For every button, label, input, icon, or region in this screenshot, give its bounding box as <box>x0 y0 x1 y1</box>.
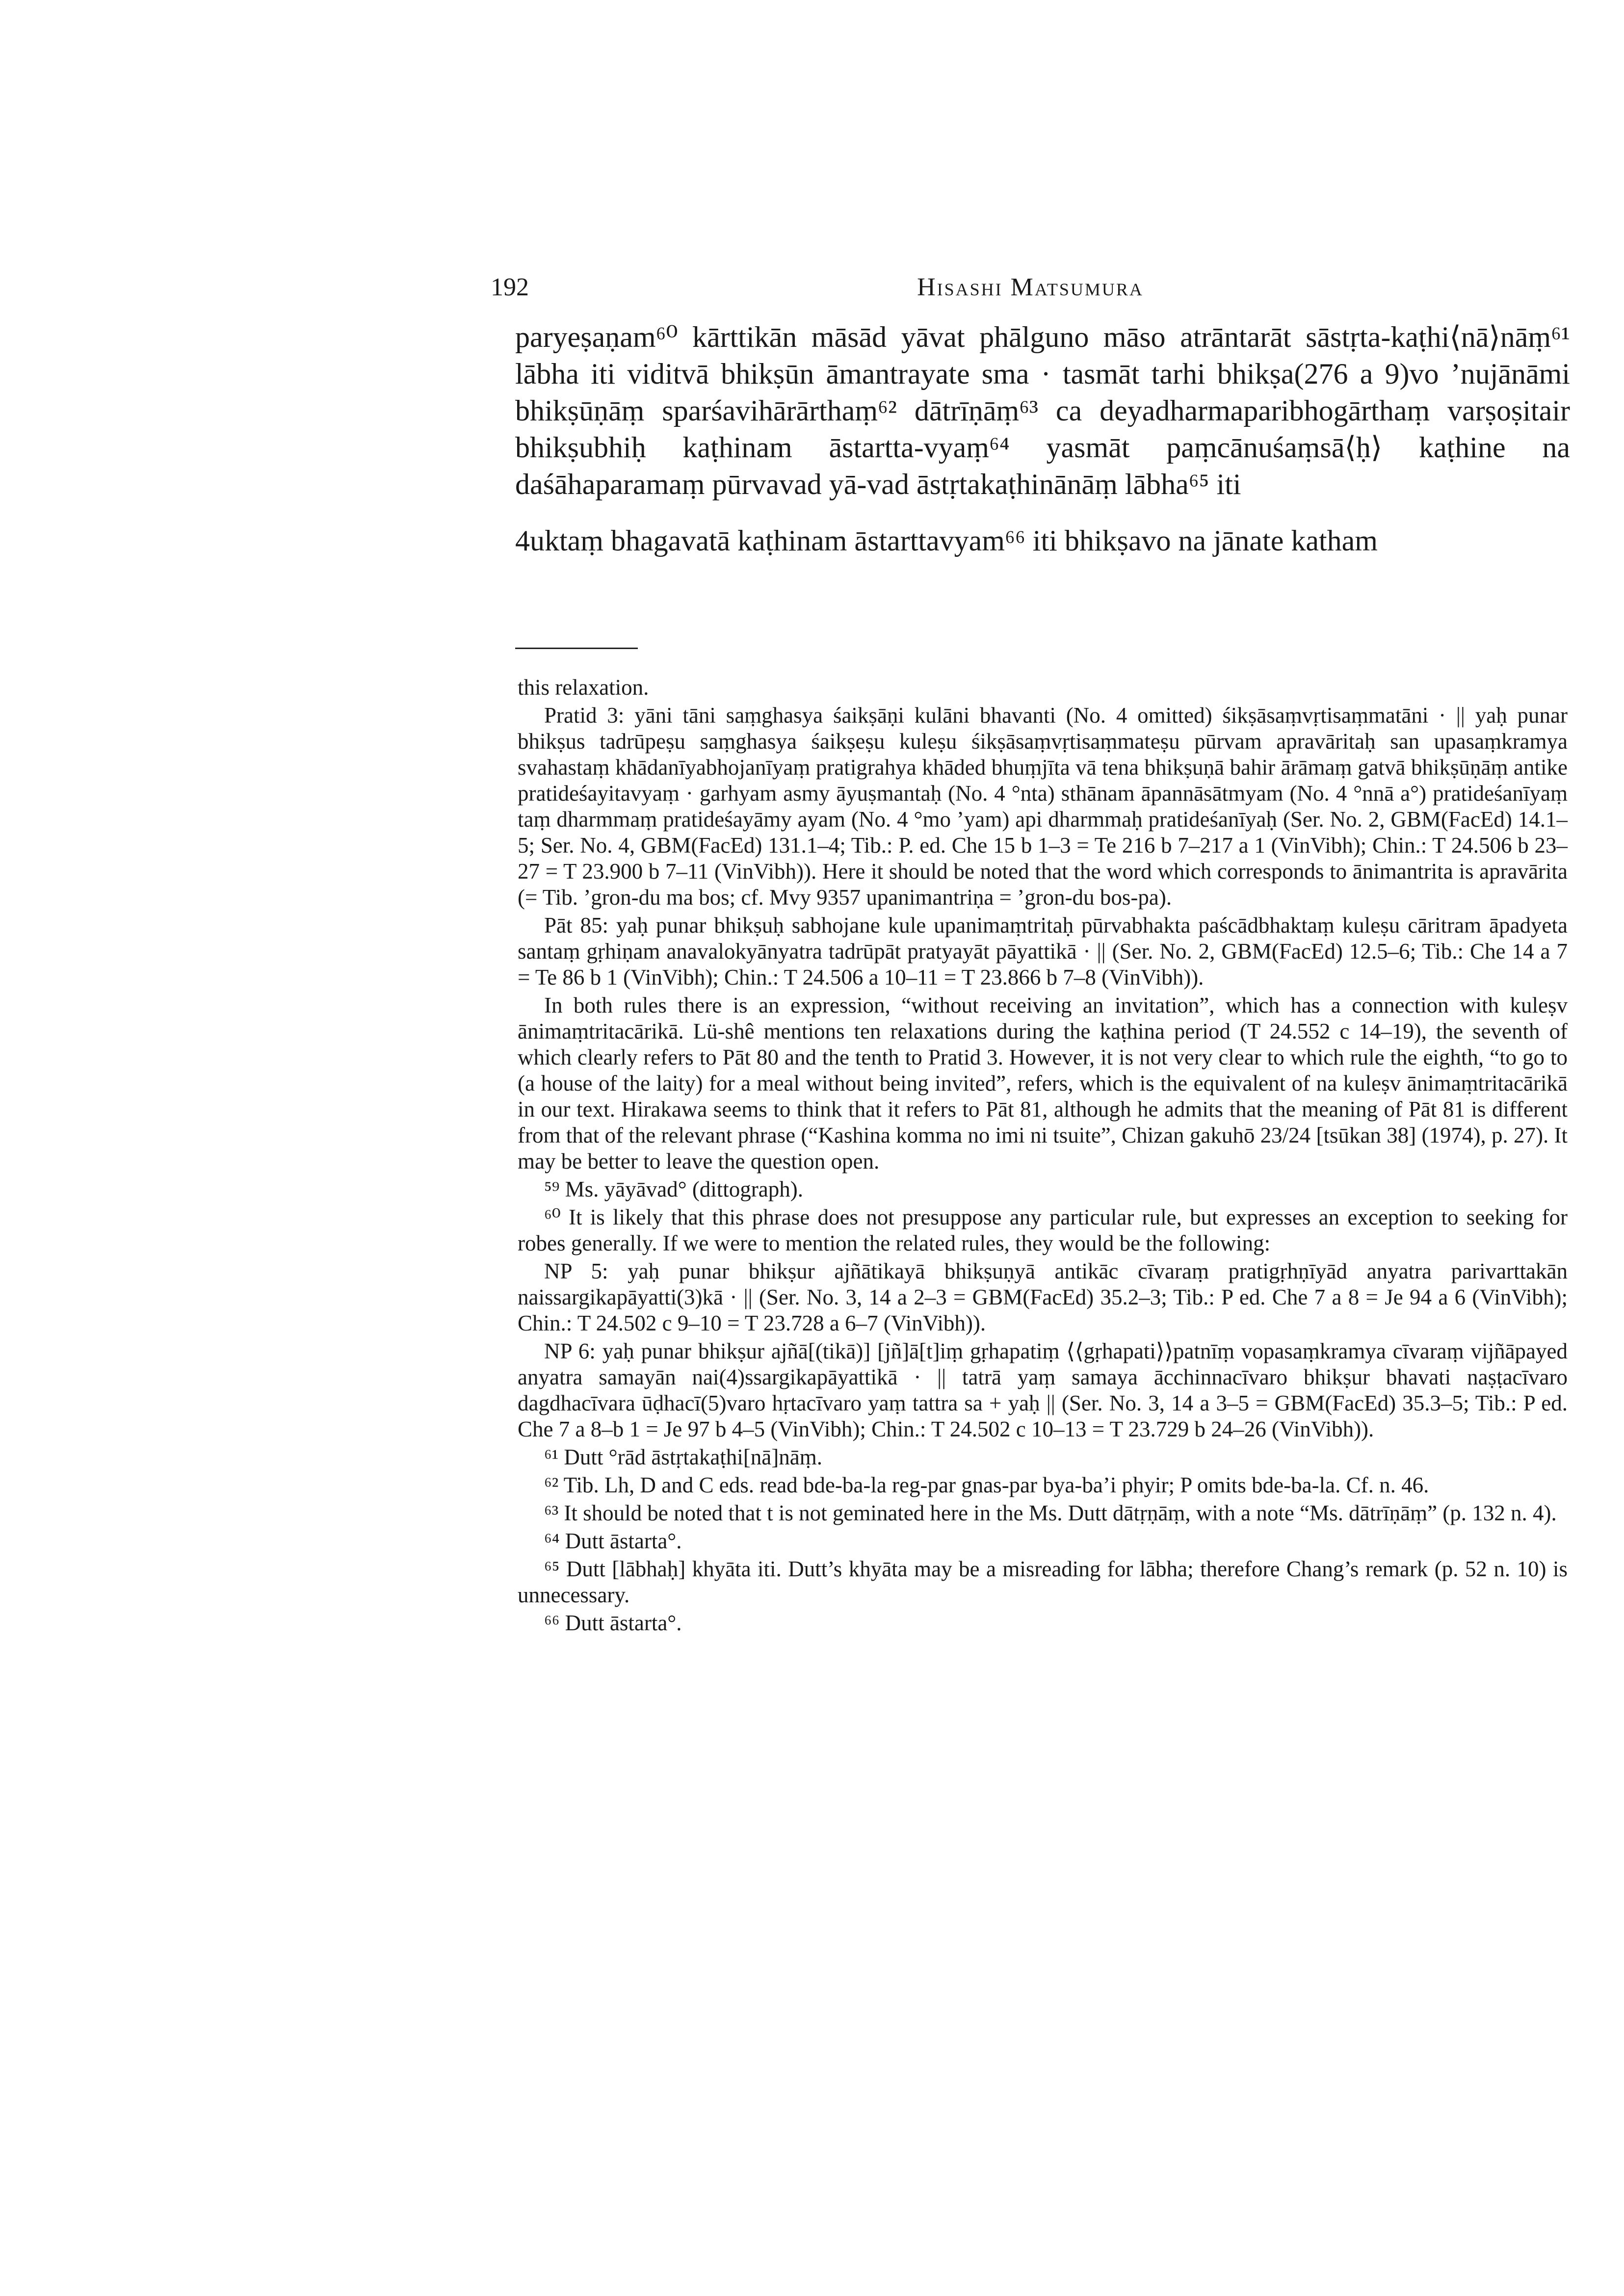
footnote-continuation: this relaxation. <box>518 675 649 700</box>
footnotes <box>518 675 1568 1638</box>
footnote-paragraph: Pāt 85: yaḥ punar bhikṣuḥ sabhojane kule upanimaṃtritaḥ pūrvabhakta paścādbhaktaṃ kuleṣu cāritram āpadyeta santaṃ gṛhiṇam anavalokyānyatra tadrūpāt pratyayāt pāyattikā · || (Ser. No. 2, GBM(FacEd) 12.5–6; Tib.: Che 14 a 7 = Te 86 b 1 (VinVibh); Chin.: T 24.506 a 10–11 = T 23.866 b 7–8 (VinVibh)). <box>518 913 1568 990</box>
footnote-62: ⁶² Tib. Lh, D and C eds. read bde-ba-la reg-par gnas-par bya-ba’i phyir; P omits bde-ba-la. Cf. n. 46. <box>544 1473 1429 1497</box>
running-head-author: Hisashi Matsumura <box>917 273 1144 301</box>
footnote-separator <box>515 648 638 649</box>
footnote-66: ⁶⁶ Dutt āstarta°. <box>544 1611 682 1635</box>
main-paragraph: 4uktaṃ bhagavatā kaṭhinam āstarttavyam⁶⁶ iti bhikṣavo na jānate katham <box>515 524 1378 557</box>
footnote-paragraph: NP 6: yaḥ punar bhikṣur ajñā[(tikā)] [jñ]ā[t]iṃ gṛhapatiṃ ⟨⟨gṛhapati⟩⟩patnīṃ vopasaṃkramya cīvaraṃ vijñāpayed anyatra samayān nai(4)ssargikapāyattikā · || tatrā yaṃ samaya ācchinnacīvaro bhikṣur bhavati naṣṭacīvaro dagdhacīvara ūḍhacī(5)varo hṛtacīvaro yaṃ tattra sa + yaḥ || (Ser. No. 3, 14 a 3–5 = GBM(FacEd) 35.3–5; Tib.: P ed. Che 7 a 8–b 1 = Je 97 b 4–5 (VinVibh); Chin.: T 24.502 c 10–13 = T 23.729 b 24–26 (VinVibh)). <box>518 1339 1568 1441</box>
footnote-60: ⁶⁰ It is likely that this phrase does not presuppose any particular rule, but expresses an exception to seeking for robes generally. If we were to mention the related rules, they would be the following: <box>518 1205 1568 1255</box>
footnote-65: ⁶⁵ Dutt [lābhaḥ] khyāta iti. Dutt’s khyāta may be a misreading for lābha; therefore Chang’s remark (p. 52 n. 10) is unnecessary. <box>518 1557 1568 1607</box>
footnote-59: ⁵⁹ Ms. yāyāvad° (dittograph). <box>544 1177 804 1201</box>
footnote-61: ⁶¹ Dutt °rād āstṛtakaṭhi[nā]nāṃ. <box>544 1445 822 1469</box>
page-number: 192 <box>491 273 529 301</box>
main-text <box>515 319 1570 559</box>
footnote-paragraph: NP 5: yaḥ punar bhikṣur ajñātikayā bhikṣuṇyā antikāc cīvaraṃ pratigṛhṇīyād anyatra parivarttakān naissargikapāyatti(3)kā · || (Ser. No. 3, 14 a 2–3 = GBM(FacEd) 35.2–3; Tib.: P ed. Che 7 a 8 = Je 94 a 6 (VinVibh); Chin.: T 24.502 c 9–10 = T 23.728 a 6–7 (VinVibh)). <box>518 1259 1568 1335</box>
footnote-paragraph: Pratid 3: yāni tāni saṃghasya śaikṣāṇi kulāni bhavanti (No. 4 omitted) śikṣāsaṃvṛtisaṃmatāni · || yaḥ punar bhikṣus tadrūpeṣu saṃghasya śaikṣeṣu kuleṣu śikṣāsaṃvṛtisaṃmateṣu pūrvam apravāritaḥ san upasaṃkramya svahastaṃ khādanīyabhojanīyaṃ pratigrahya khāded bhuṃjīta vā tena bhikṣuṇā bahir ārāmaṃ gatvā bhikṣūṇāṃ antike pratideśayitavyaṃ · garhyam asmy āyuṣmantaḥ (No. 4 °nta) sthānam āpannāsātmyam (No. 4 °nnā a°) pratideśanīyaṃ taṃ dharmmaṃ pratideśayāmy ayam (No. 4 °mo ’yam) api dharmmaḥ pratideśanīyaḥ (Ser. No. 2, GBM(FacEd) 14.1–5; Ser. No. 4, GBM(FacEd) 131.1–4; Tib.: P. ed. Che 15 b 1–3 = Te 216 b 7–217 a 1 (VinVibh); Chin.: T 24.506 b 23–27 = T 23.900 b 7–11 (VinVibh)). Here it should be noted that the word which corresponds to ānimantrita is apravārita (= Tib. ’gron-du ma bos; cf. Mvy 9357 upanimantriṇa = ’gron-du bos-pa). <box>518 703 1568 910</box>
footnote-paragraph: In both rules there is an expression, “without receiving an invitation”, which has a connection with kuleṣv ānimaṃtritacārikā. Lü-shê mentions ten relaxations during the kaṭhina period (T 24.552 c 14–19), the seventh of which clearly refers to Pāt 80 and the tenth to Pratid 3. However, it is not very clear to which rule the eighth, “to go to (a house of the laity) for a meal without being invited”, refers, which is the equivalent of na kuleṣv ānimaṃtritacārikā in our text. Hirakawa seems to think that it refers to Pāt 81, although he admits that the meaning of Pāt 81 is different from that of the relevant phrase (“Kashina komma no imi ni tsuite”, Chizan gakuhō 23/24 [tsūkan 38] (1974), p. 27). It may be better to leave the question open. <box>518 993 1568 1174</box>
footnote-63: ⁶³ It should be noted that t is not geminated here in the Ms. Dutt dātṛṇāṃ, with a note “Ms. dātrīṇāṃ” (p. 132 n. 4). <box>544 1501 1557 1525</box>
main-paragraph: paryeṣaṇam⁶⁰ kārttikān māsād yāvat phālguno māso atrāntarāt sāstṛta-kaṭhi⟨nā⟩nāṃ⁶¹ lābha iti viditvā bhikṣūn āmantrayate sma · tasmāt tarhi bhikṣa(276 a 9)vo ’nujānāmi bhikṣūṇāṃ sparśavihārārthaṃ⁶² dātrīṇāṃ⁶³ ca deyadharmaparibhogārthaṃ varṣoṣitair bhikṣubhiḥ kaṭhinam āstartta-vyaṃ⁶⁴ yasmāt paṃcānuśaṃsā⟨ḥ⟩ kaṭhine na daśāhaparamaṃ pūrvavad yā-vad āstṛtakaṭhinānāṃ lābha⁶⁵ iti <box>515 321 1570 500</box>
footnote-64: ⁶⁴ Dutt āstarta°. <box>544 1529 682 1553</box>
running-header <box>491 273 1570 312</box>
